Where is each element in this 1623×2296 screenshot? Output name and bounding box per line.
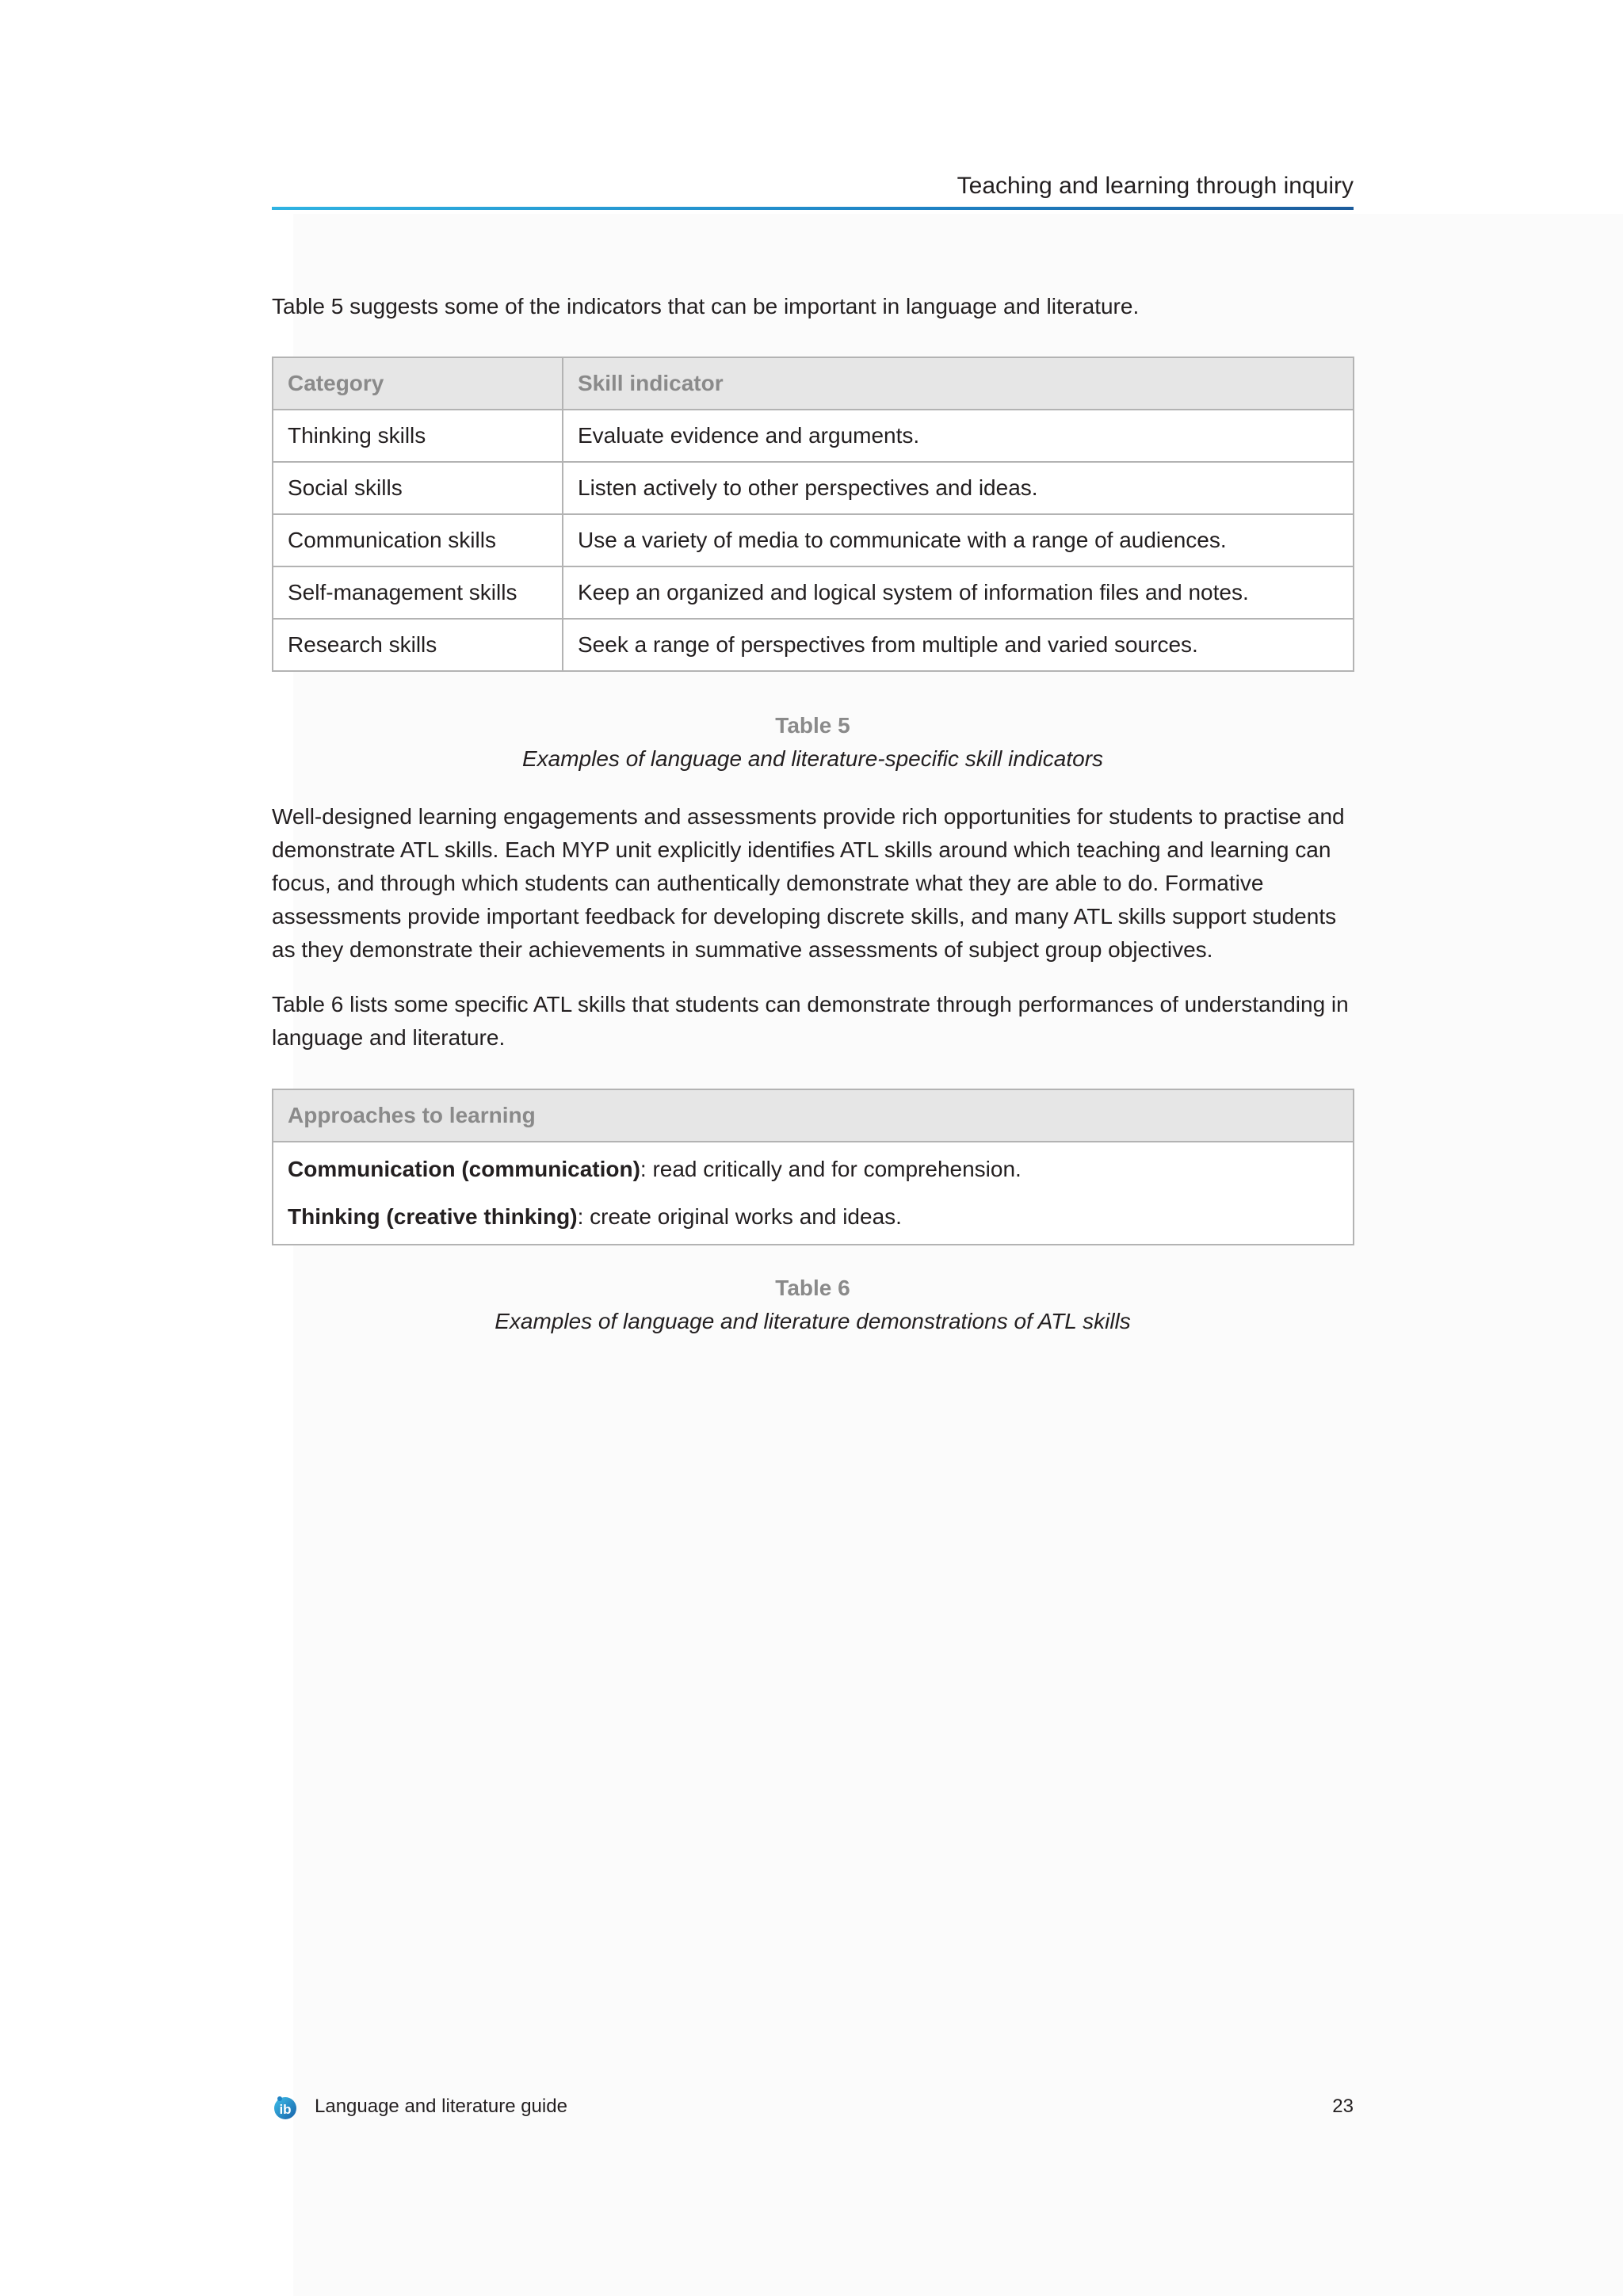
table-row [273, 514, 1354, 566]
atl-body-paragraph: Well-designed learning engagements and assessments provide rich opportunities for students to practise and demonstrate ATL skills. Each MYP unit explicitly identifies ATL skills around which teaching and learning can focus, and through which students can authentically demonstrate what they are able to do. Formative assessments provide important feedback for developing discrete skills, and many ATL skills support students as they demonstrate their achievements in summative assessments of subject group objectives. [272, 804, 1345, 962]
table5-intro-paragraph: Table 5 suggests some of the indicators that can be important in language and literature. [272, 294, 1140, 318]
table5-caption-title: Examples of language and literature-specific skill indicators [521, 746, 1104, 771]
table5-caption-label: Table 5 [775, 713, 850, 738]
atl-item-bold-label: Thinking (creative thinking) [288, 1204, 578, 1229]
skill-indicator-cell: Listen actively to other perspectives and ideas. [563, 462, 1354, 514]
column-header-category: Category [273, 357, 563, 410]
category-cell: Self-management skills [273, 566, 563, 619]
table-row [273, 462, 1354, 514]
table-header-row [273, 1089, 1354, 1142]
table6-intro-paragraph: Table 6 lists some specific ATL skills that students can demonstrate through performances of understanding in language and literature. [272, 992, 1349, 1050]
category-cell: Communication skills [273, 514, 563, 566]
table-6 [272, 1089, 1354, 1245]
header-rule [272, 207, 1354, 210]
table6-caption-title: Examples of language and literature demonstrations of ATL skills [495, 1309, 1131, 1333]
atl-item-text: : read critically and for comprehension. [640, 1157, 1022, 1181]
category-cell: Research skills [273, 619, 563, 671]
skill-indicator-cell: Use a variety of media to communicate with a range of audiences. [563, 514, 1354, 566]
table-row [273, 619, 1354, 671]
atl-item-communication [288, 1154, 1338, 1185]
skill-indicator-cell: Keep an organized and logical system of information files and notes. [563, 566, 1354, 619]
svg-text:ib: ib [279, 2102, 292, 2117]
table-row [273, 410, 1354, 462]
table-header-row [273, 357, 1354, 410]
table-5 [272, 357, 1354, 672]
page-number: 23 [1332, 2096, 1354, 2117]
table6-caption-label: Table 6 [775, 1276, 850, 1300]
category-cell: Thinking skills [273, 410, 563, 462]
footer-guide-title: Language and literature guide [315, 2096, 567, 2117]
atl-items-cell [273, 1142, 1354, 1245]
column-header-skill-indicator: Skill indicator [563, 357, 1354, 410]
running-header-title: Teaching and learning through inquiry [957, 173, 1354, 199]
skill-indicator-cell: Evaluate evidence and arguments. [563, 410, 1354, 462]
atl-item-bold-label: Communication (communication) [288, 1157, 640, 1181]
table-row [273, 566, 1354, 619]
column-header-approaches-to-learning: Approaches to learning [273, 1089, 1354, 1142]
atl-item-thinking [288, 1201, 1338, 1233]
table-row [273, 1142, 1354, 1245]
skill-indicator-cell: Seek a range of perspectives from multiple and varied sources. [563, 619, 1354, 671]
atl-item-text: : create original works and ideas. [577, 1204, 902, 1229]
category-cell: Social skills [273, 462, 563, 514]
ib-logo-icon [272, 2095, 297, 2120]
